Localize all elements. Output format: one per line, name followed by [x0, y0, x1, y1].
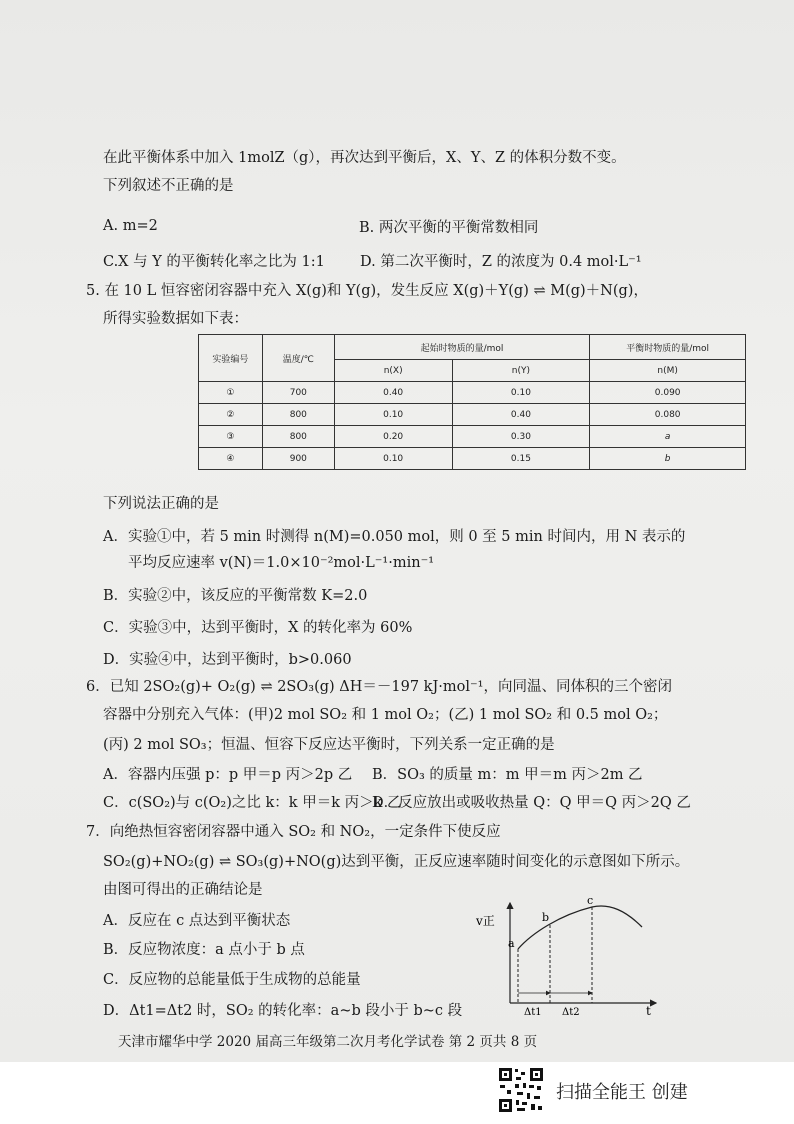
q6-option-b: B．SO₃ 的质量 m：m 甲＝m 丙＞2m 乙 — [372, 767, 643, 783]
q5-data-table — [198, 334, 746, 470]
cell: ③ — [199, 426, 263, 448]
q5-stem-2: 所得实验数据如下表： — [103, 311, 248, 327]
table-row — [199, 448, 746, 470]
cell: 700 — [262, 382, 334, 404]
q7-stem-2: SO₂(g)+NO₂(g) ⇌ SO₃(g)+NO(g)达到平衡，正反应速率随时间变化的示意图如下所示。 — [103, 854, 690, 870]
q4-option-a: A. m=2 — [103, 218, 158, 234]
cell: 0.10 — [452, 382, 590, 404]
cell: 800 — [262, 404, 334, 426]
q4-prompt: 下列叙述不正确的是 — [103, 178, 234, 194]
dt1-label: Δt1 — [524, 1007, 542, 1015]
qr-code-icon — [497, 1066, 545, 1114]
cell: 0.30 — [452, 426, 590, 448]
th-ny: n(Y) — [452, 360, 590, 382]
cell: ④ — [199, 448, 263, 470]
q6-option-d: D．反应放出或吸收热量 Q：Q 甲＝Q 丙＞2Q 乙 — [372, 795, 691, 811]
q6-option-c: C．c(SO₂)与 c(O₂)之比 k：k 甲＝k 丙＞k 乙 — [103, 795, 402, 811]
point-b-label: b — [542, 911, 550, 924]
q6-stem-3: (丙) 2 mol SO₃；恒温、恒容下反应达平衡时，下列关系一定正确的是 — [103, 737, 555, 753]
dt2-label: Δt2 — [562, 1007, 580, 1015]
th-eq: 平衡时物质的量/mol — [590, 335, 746, 360]
cell: a — [590, 426, 746, 448]
cell: 0.10 — [334, 448, 452, 470]
scanner-watermark: 扫描全能王 创建 — [556, 1082, 688, 1103]
cell: 0.40 — [452, 404, 590, 426]
point-c-label: c — [587, 895, 594, 907]
q4-text: 在此平衡体系中加入 1molZ（g），再次达到平衡后，X、Y、Z 的体积分数不变。 — [103, 150, 626, 166]
cell: 0.10 — [334, 404, 452, 426]
rate-time-graph — [470, 895, 660, 1015]
cell: ① — [199, 382, 263, 404]
page-footer: 天津市耀华中学 2020 届高三年级第二次月考化学试卷 第 2 页共 8 页 — [118, 1034, 538, 1050]
th-nx: n(X) — [334, 360, 452, 382]
table-row — [199, 404, 746, 426]
table-row — [199, 382, 746, 404]
th-temp: 温度/℃ — [262, 335, 334, 382]
rate-curve — [518, 906, 642, 949]
cell: 800 — [262, 426, 334, 448]
q4-option-b: B. 两次平衡的平衡常数相同 — [359, 220, 539, 236]
q5-option-c: C．实验③中，达到平衡时，X 的转化率为 60% — [103, 620, 413, 636]
th-nm: n(M) — [590, 360, 746, 382]
q6-stem-2: 容器中分别充入气体：(甲)2 mol SO₂ 和 1 mol O₂；(乙) 1 mol SO₂ 和 0.5 mol O₂； — [103, 707, 668, 723]
cell: 0.40 — [334, 382, 452, 404]
q5-option-b: B．实验②中，该反应的平衡常数 K=2.0 — [103, 588, 368, 604]
q6-stem: 6．已知 2SO₂(g)+ O₂(g) ⇌ 2SO₃(g) ΔH＝－197 kJ·mol⁻¹，向同温、同体积的三个密闭 — [86, 679, 672, 695]
th-start: 起始时物质的量/mol — [334, 335, 590, 360]
cell: 0.080 — [590, 404, 746, 426]
point-a-label: a — [508, 937, 515, 950]
y-axis-label: v正 — [476, 914, 495, 928]
cell: 0.20 — [334, 426, 452, 448]
q4-option-d: D. 第二次平衡时，Z 的浓度为 0.4 mol·L⁻¹ — [360, 254, 642, 270]
q5-prompt: 下列说法正确的是 — [103, 496, 219, 512]
cell: ② — [199, 404, 263, 426]
cell: 0.090 — [590, 382, 746, 404]
table-row — [199, 426, 746, 448]
q7-option-b: B．反应物浓度：a 点小于 b 点 — [103, 942, 305, 958]
q7-option-c: C．反应物的总能量低于生成物的总能量 — [103, 972, 361, 988]
cell: 900 — [262, 448, 334, 470]
cell: b — [590, 448, 746, 470]
q5-option-a-2: 平均反应速率 v(N)＝1.0×10⁻²mol·L⁻¹·min⁻¹ — [128, 555, 435, 571]
th-exp: 实验编号 — [199, 335, 263, 382]
q5-stem: 5. 在 10 L 恒容密闭容器中充入 X(g)和 Y(g)，发生反应 X(g)＋Y(g) ⇌ M(g)＋N(g)， — [86, 283, 648, 299]
q7-stem-3: 由图可得出的正确结论是 — [103, 882, 263, 898]
q7-option-d: D．Δt1=Δt2 时，SO₂ 的转化率：a~b 段小于 b~c 段 — [103, 1003, 463, 1019]
q7-option-a: A．反应在 c 点达到平衡状态 — [103, 913, 291, 929]
q5-option-a: A．实验①中，若 5 min 时测得 n(M)=0.050 mol，则 0 至 5 min 时间内，用 N 表示的 — [103, 529, 686, 545]
x-axis-label: t — [646, 1004, 651, 1015]
q6-option-a: A．容器内压强 p：p 甲＝p 丙＞2p 乙 — [103, 767, 353, 783]
q7-stem: 7．向绝热恒容密闭容器中通入 SO₂ 和 NO₂，一定条件下使反应 — [86, 824, 501, 840]
cell: 0.15 — [452, 448, 590, 470]
q4-option-c: C.X 与 Y 的平衡转化率之比为 1:1 — [103, 254, 325, 270]
q5-option-d: D．实验④中，达到平衡时，b>0.060 — [103, 652, 352, 668]
